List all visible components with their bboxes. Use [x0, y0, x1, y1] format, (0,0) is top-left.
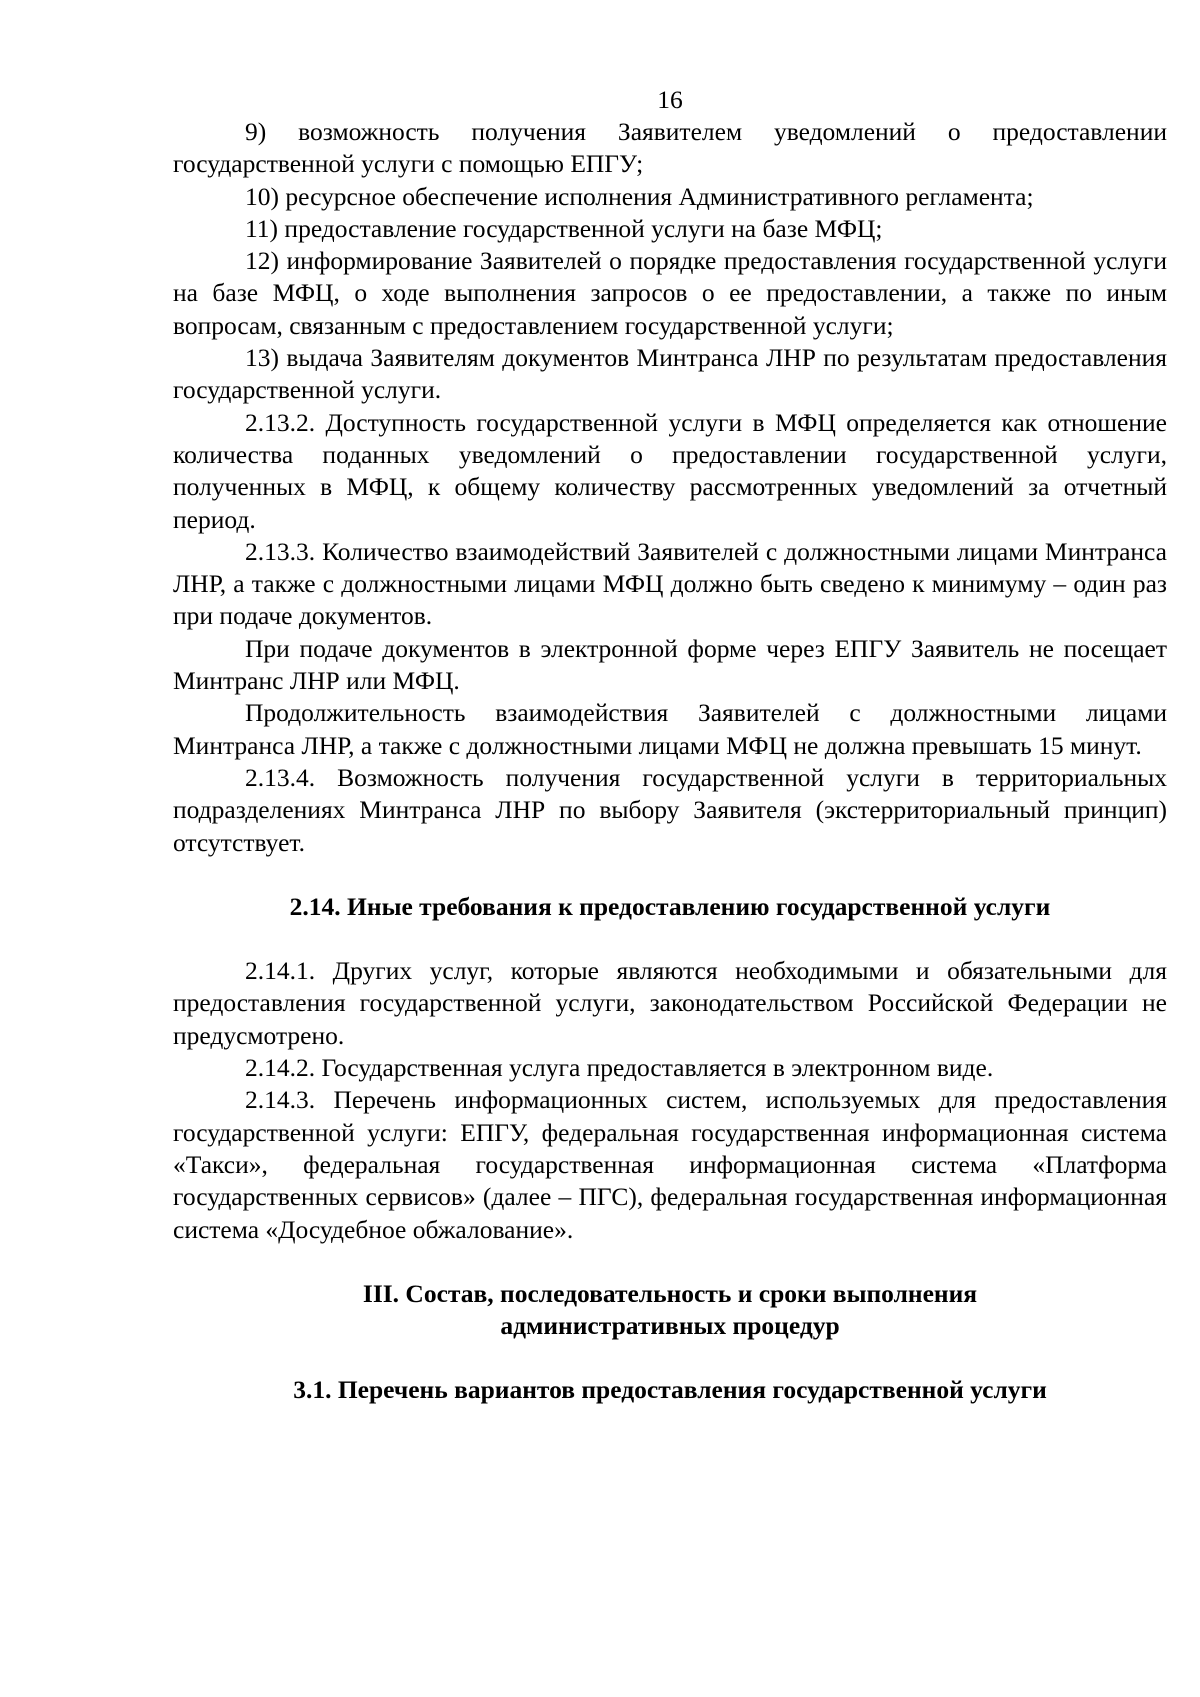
paragraph-2-13-4: 2.13.4. Возможность получения государственной услуги в территориальных подразделениях Минтранса ЛНР по выбору Заявителя (экстерриториальный принцип) отсутствует.	[173, 762, 1167, 857]
paragraph-2-13-2: 2.13.2. Доступность государственной услуги в МФЦ определяется как отношение количества поданных уведомлений о предоставлении государственной услуги, полученных в МФЦ, к общему количеству рассмотренных уведомлений за отчетный период.	[173, 407, 1167, 534]
section-heading-3-1: 3.1. Перечень вариантов предоставления государственной услуги	[293, 1375, 1047, 1405]
paragraph-epgu-visit: При подаче документов в электронной форме через ЕПГУ Заявитель не посещает Минтранс ЛНР или МФЦ.	[173, 633, 1167, 696]
paragraph-item-13: 13) выдача Заявителям документов Минтранса ЛНР по результатам предоставления государственной услуги.	[173, 343, 1167, 405]
paragraph-duration: Продолжительность взаимодействия Заявителей с должностными лицами Минтранса ЛНР, а также с должностными лицами МФЦ не должна превышать 15 минут.	[173, 698, 1167, 760]
paragraph-item-9: 9) возможность получения Заявителем уведомлений о предоставлении государственной услуги с помощью ЕПГУ;	[173, 117, 1167, 179]
chapter-heading-3-line1: III. Состав, последовательность и сроки выполнения	[362, 1278, 978, 1308]
page-number: 16	[657, 85, 683, 114]
chapter-heading-3-line2: административных процедур	[500, 1311, 840, 1341]
paragraph-2-14-1: 2.14.1. Других услуг, которые являются необходимыми и обязательными для предоставления государственной услуги, законодательством Российской Федерации не предусмотрено.	[173, 956, 1167, 1050]
paragraph-2-13-3: 2.13.3. Количество взаимодействий Заявителей с должностными лицами Минтранса ЛНР, а также с должностными лицами МФЦ должно быть сведено к минимуму – один раз при подаче документов.	[173, 536, 1167, 631]
paragraph-2-14-2: 2.14.2. Государственная услуга предоставляется в электронном виде.	[245, 1053, 994, 1083]
paragraph-2-14-3: 2.14.3. Перечень информационных систем, используемых для предоставления государственной услуги: ЕПГУ, федеральная государственная информационная система «Такси», федеральная государственная информационная система «Платформа государственных сервисов» (далее – ПГС), федеральная государственная информационная система «Досудебное обжалование».	[173, 1085, 1167, 1244]
paragraph-item-12: 12) информирование Заявителей о порядке предоставления государственной услуги на базе МФЦ, о ходе выполнения запросов о ее предоставлении, а также по иным вопросам, связанным с предоставлением государственной услуги;	[173, 246, 1167, 340]
paragraph-item-10: 10) ресурсное обеспечение исполнения Административного регламента;	[245, 181, 1034, 211]
document-page	[173, 84, 1167, 1407]
section-heading-2-14: 2.14. Иные требования к предоставлению государственной услуги	[289, 891, 1051, 921]
chapter-heading-3	[173, 1278, 1167, 1343]
paragraph-item-11: 11) предоставление государственной услуги на базе МФЦ;	[245, 213, 883, 243]
